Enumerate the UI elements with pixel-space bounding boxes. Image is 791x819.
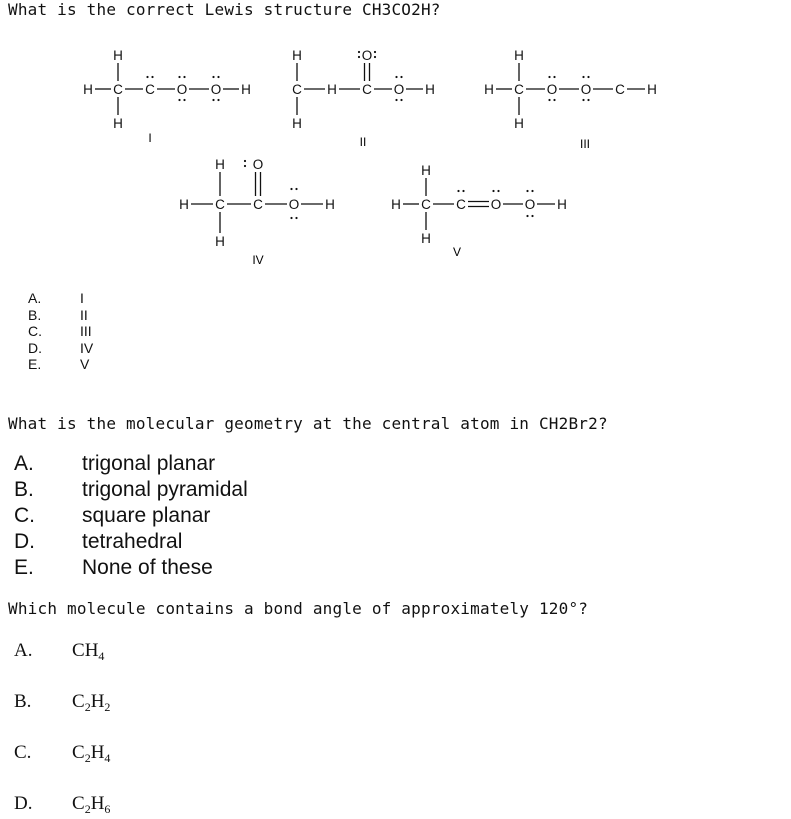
atom-o: O [546, 82, 558, 97]
option-letter: A. [28, 290, 42, 306]
atom-h: H [113, 48, 123, 63]
atom-h: H [484, 82, 494, 97]
question-3-text: Which molecule contains a bond angle of approximately 120°? [8, 599, 589, 618]
option-a[interactable] [14, 451, 248, 477]
option-b[interactable] [14, 477, 248, 503]
atom-h: H [514, 48, 524, 63]
option-d[interactable] [14, 793, 110, 817]
atom-o: O [490, 197, 502, 212]
option-letter: C. [14, 742, 32, 763]
atom-h: H [391, 197, 401, 212]
atom-h: H [241, 82, 251, 97]
atom-h: H [425, 82, 435, 97]
question-1-text: What is the correct Lewis structure CH3CO2H? [8, 0, 441, 19]
formula-c2h4: $C_2H_4$ [72, 742, 111, 765]
atom-c: C [615, 82, 625, 97]
atom-o: O [210, 82, 222, 97]
atom-c: C [514, 82, 524, 97]
option-text: trigonal planar [82, 452, 216, 475]
option-text: trigonal pyramidal [82, 478, 248, 501]
option-text: V [80, 356, 90, 372]
option-letter: A. [14, 452, 34, 475]
atom-h: H [83, 82, 93, 97]
option-letter: C. [28, 323, 42, 339]
atom-c: C [421, 197, 431, 212]
atom-o: O [580, 82, 592, 97]
lewis-structure-1 [70, 44, 270, 144]
question-1-options [28, 290, 93, 373]
question-2-options [14, 451, 248, 581]
option-d[interactable] [28, 340, 93, 357]
option-c[interactable] [14, 503, 248, 529]
option-letter: A. [14, 640, 33, 661]
atom-c: C [253, 197, 263, 212]
option-e[interactable] [14, 555, 248, 581]
option-c[interactable] [28, 323, 93, 340]
atom-o: O [524, 197, 536, 212]
atom-h: H [647, 82, 657, 97]
atom-h: H [514, 116, 524, 131]
structure-label-3: III [579, 137, 591, 151]
formula-c2h6: $C_2H_6$ [72, 793, 111, 816]
atom-h: H [113, 116, 123, 131]
atom-c: C [456, 197, 466, 212]
structure-label-4: IV [252, 253, 264, 267]
atom-c: C [292, 82, 302, 97]
option-letter: B. [14, 691, 32, 712]
option-letter: E. [28, 356, 42, 372]
option-b[interactable] [14, 691, 110, 715]
option-letter: B. [14, 478, 34, 501]
question-2-text: What is the molecular geometry at the central atom in CH2Br2? [8, 414, 608, 433]
atom-h: H [421, 231, 431, 246]
option-b[interactable] [28, 307, 93, 324]
option-c[interactable] [14, 742, 110, 766]
atom-h: H [292, 116, 302, 131]
atom-h: H [215, 157, 225, 172]
option-text: I [80, 290, 84, 306]
option-a[interactable] [28, 290, 93, 307]
lewis-structure-2 [280, 44, 460, 154]
atom-h: H [421, 163, 431, 178]
option-d[interactable] [14, 529, 248, 555]
option-text: II [80, 306, 88, 323]
atom-o: O [288, 197, 300, 212]
atom-h: H [292, 48, 302, 63]
structure-label-1: I [148, 131, 152, 144]
option-text: IV [80, 339, 94, 356]
option-letter: D. [14, 793, 33, 814]
option-text: None of these [82, 556, 213, 579]
lewis-structure-5 [382, 153, 582, 263]
atom-h: H [179, 197, 189, 212]
option-text: tetrahedral [82, 530, 183, 553]
atom-o: O [252, 157, 264, 172]
option-text: III [80, 323, 92, 339]
option-a[interactable] [14, 640, 104, 664]
option-letter: D. [14, 530, 35, 553]
atom-h: H [325, 197, 335, 212]
atom-h: H [327, 82, 337, 97]
atom-o: O [176, 82, 188, 97]
option-e[interactable] [28, 356, 93, 373]
atom-h: H [215, 234, 225, 249]
formula-ch4: $CH_4$ [72, 640, 105, 663]
lewis-structure-4 [170, 153, 360, 268]
option-text: square planar [82, 504, 211, 527]
option-letter: C. [14, 504, 35, 527]
lewis-structure-3 [475, 44, 685, 154]
atom-c: C [145, 82, 155, 97]
option-letter: D. [28, 339, 42, 356]
option-letter: E. [14, 556, 34, 579]
structure-label-5: V [452, 245, 462, 259]
atom-o: O [393, 82, 405, 97]
atom-h: H [557, 197, 567, 212]
formula-c2h2: $C_2H_2$ [72, 691, 111, 714]
atom-c: C [113, 82, 123, 97]
atom-o: O [361, 48, 373, 63]
option-letter: B. [28, 306, 42, 323]
atom-c: C [215, 197, 225, 212]
structure-label-2: II [359, 135, 367, 149]
atom-c: C [362, 82, 372, 97]
